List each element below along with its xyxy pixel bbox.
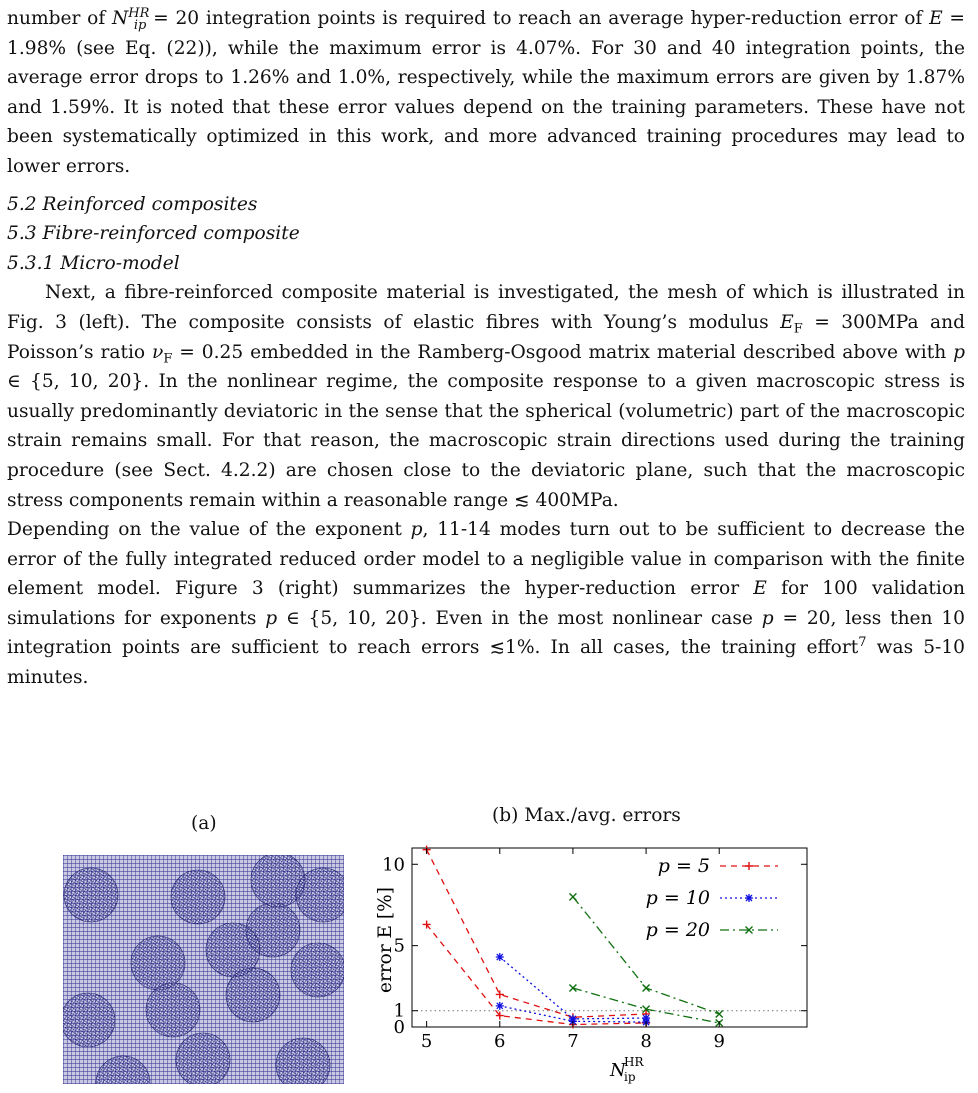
x-tick-label: 7 bbox=[567, 1031, 579, 1052]
fibre-inclusion bbox=[291, 943, 344, 997]
symbol-n-ip-hr: $N^{HR}_{ip}$ bbox=[112, 5, 150, 33]
symbol-e: E bbox=[929, 8, 943, 29]
paragraph-1: number of $N^{HR}_{ip} = 20$ integration points is required to reach an average hyper-reduction error of E = 1.98% (see Eq. (22)), while the maximum error is 4.07%. For 30 and 40 integration points, the average error drops to 1.26% and 1.0%, respectively, while the maximum errors are given by 1.87% and 1.59%. It is noted that these error values depend on the training parameters. These have not been systematically optimized in this work, and more advanced training procedures may lead to lower errors. bbox=[7, 5, 965, 177]
figure-label-a: (a) bbox=[191, 813, 217, 834]
data-point bbox=[496, 953, 504, 961]
legend-label: p = 10 bbox=[645, 887, 710, 909]
data-point bbox=[569, 984, 576, 991]
body-text bbox=[7, 4, 965, 693]
y-axis-label: error E [%] bbox=[375, 887, 396, 993]
x-tick-label: 5 bbox=[420, 1031, 433, 1052]
fibre-inclusion bbox=[64, 868, 118, 922]
x-tick-label: 6 bbox=[494, 1031, 506, 1052]
fibre-inclusion bbox=[206, 923, 260, 977]
x-tick-label: 8 bbox=[640, 1031, 652, 1052]
series-line bbox=[427, 850, 646, 1018]
y-tick-label: 10 bbox=[382, 854, 405, 876]
data-point bbox=[745, 862, 753, 870]
series-line bbox=[427, 924, 646, 1024]
heading-5-3: 5.3 Fibre-reinforced composite bbox=[7, 223, 300, 245]
data-point bbox=[643, 984, 650, 991]
data-point bbox=[496, 1002, 504, 1010]
heading-5-3-1: 5.3.1 Micro-model bbox=[7, 252, 180, 274]
heading-5-2: 5.2 Reinforced composites bbox=[7, 193, 258, 215]
x-tick-label: 9 bbox=[713, 1031, 725, 1052]
fibre-inclusion bbox=[131, 936, 185, 990]
fibre-inclusion bbox=[146, 983, 200, 1037]
paragraph-2: Next, a fibre-reinforced composite material is investigated, the mesh of which is illustrated in Fig. 3 (left). The composite consists of elastic fibres with Young’s modulus $E_F = 300MPa$ and Poisson’s ratio $\nu_F = 0.25$ embedded in the Ramberg-Osgood matrix material described above with p ∈ {5, 10, 20}. In the nonlinear regime, the composite response to a given macroscopic stress is usually predominantly deviatoric in the sense that the spherical (volumetric) part of the macroscopic strain remains small. For that reason, the macroscopic strain directions used during the training procedure (see Sect. 4.2.2) are chosen close to the deviatoric plane, such that the macroscopic stress components remain within a reasonable range ≲ 400MPa. bbox=[7, 282, 965, 511]
legend-label: p = 5 bbox=[657, 855, 710, 877]
x-axis-label-sub: ip bbox=[624, 1070, 636, 1084]
data-point bbox=[496, 990, 504, 998]
y-tick-label: 0 bbox=[393, 1017, 405, 1038]
plot-frame bbox=[412, 848, 807, 1027]
fibre-inclusion bbox=[176, 1033, 230, 1084]
data-point bbox=[569, 893, 576, 900]
data-point bbox=[745, 894, 753, 902]
legend-label: p = 20 bbox=[645, 919, 710, 941]
error-chart bbox=[360, 838, 820, 1088]
mesh-image bbox=[63, 855, 344, 1084]
paragraph-3: Depending on the value of the exponent p, 11-14 modes turn out to be sufficient to decrease the error of the fully integrated reduced order model to a negligible value in comparison with the finite element model. Figure 3 (right) summarizes the hyper-reduction error E for 100 validation simulations for exponents p ∈ {5, 10, 20}. Even in the most nonlinear case p = 20, less then 10 integration points are sufficient to reach errors ≲1%. In all cases, the training effort$^7$ was 5-10 minutes. bbox=[7, 519, 966, 689]
y-tick-label: 1 bbox=[393, 1000, 405, 1022]
y-tick-label: 5 bbox=[393, 935, 405, 957]
figure-label-b: (b) Max./avg. errors bbox=[492, 805, 681, 826]
fibre-inclusion bbox=[171, 870, 225, 924]
series-line bbox=[573, 897, 719, 1014]
fibre-inclusion bbox=[63, 993, 115, 1047]
x-axis-label: N bbox=[610, 1060, 626, 1081]
data-point bbox=[716, 1010, 723, 1017]
x-axis-label-sup: HR bbox=[624, 1055, 644, 1069]
